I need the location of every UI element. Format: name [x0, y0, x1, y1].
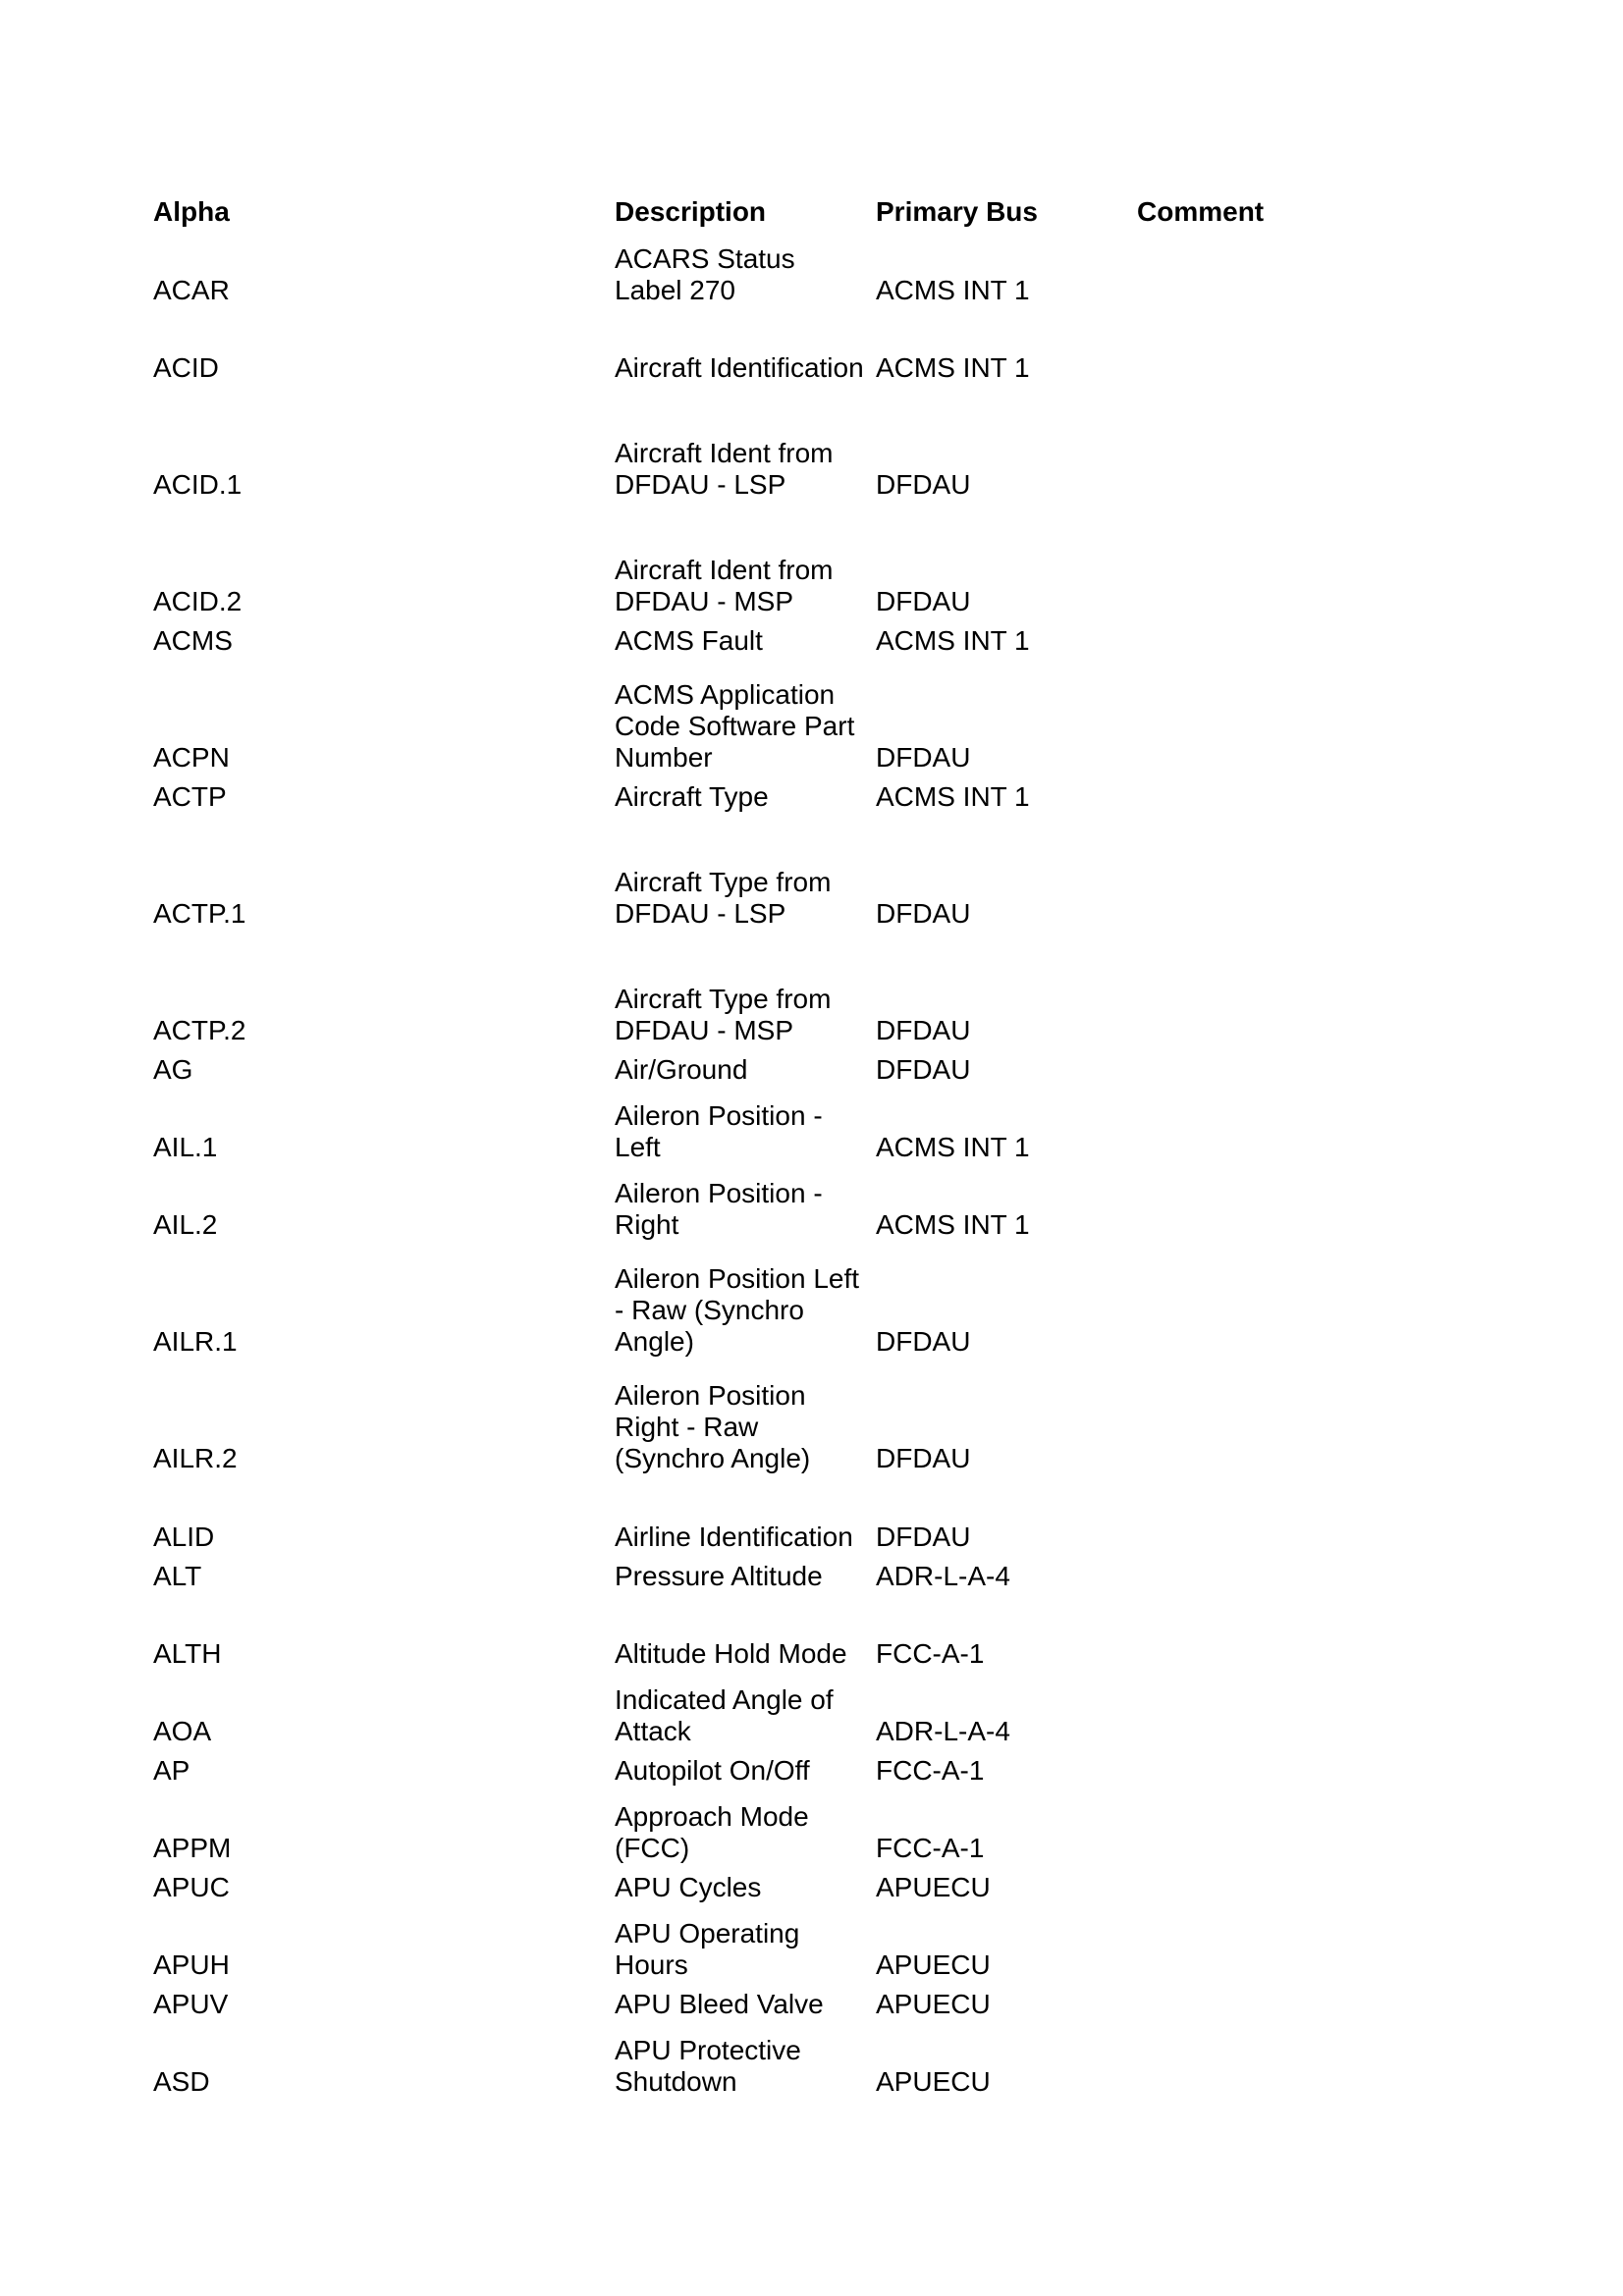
row-primary-bus-cell: ACMS INT 1 — [876, 1132, 1030, 1162]
row-alpha-cell: ACTP — [153, 781, 227, 812]
row-primary-bus-cell: DFDAU — [876, 1326, 971, 1357]
row-description-cell: APU Bleed Valve — [615, 1989, 824, 2019]
row-primary-bus-cell: FCC-A-1 — [876, 1833, 985, 1863]
row-description-cell: Aircraft Ident from DFDAU - MSP — [615, 555, 834, 616]
row-description-cell: ACMS Fault — [615, 625, 763, 656]
column-header-alpha: Alpha — [153, 196, 230, 227]
row-description-cell: Approach Mode (FCC) — [615, 1801, 809, 1863]
row-alpha-cell: ASD — [153, 2066, 210, 2097]
row-description-cell: Indicated Angle of Attack — [615, 1684, 834, 1746]
row-description-cell: Aircraft Type from DFDAU - LSP — [615, 867, 832, 929]
row-primary-bus-cell: DFDAU — [876, 1015, 971, 1045]
row-primary-bus-cell: APUECU — [876, 1872, 991, 1902]
row-alpha-cell: ALID — [153, 1522, 215, 1552]
row-description-cell: Aileron Position - Right — [615, 1178, 823, 1240]
row-description-cell: Aircraft Type from DFDAU - MSP — [615, 984, 832, 1045]
column-header-description: Description — [615, 196, 767, 227]
row-primary-bus-cell: ACMS INT 1 — [876, 625, 1030, 656]
row-primary-bus-cell: DFDAU — [876, 469, 971, 500]
column-header-primary-bus: Primary Bus — [876, 196, 1038, 227]
row-alpha-cell: AILR.2 — [153, 1443, 238, 1473]
row-description-cell: Altitude Hold Mode — [615, 1638, 847, 1669]
row-description-cell: APU Protective Shutdown — [615, 2035, 801, 2097]
row-primary-bus-cell: ACMS INT 1 — [876, 781, 1030, 812]
row-alpha-cell: APUV — [153, 1989, 229, 2019]
row-alpha-cell: ACTP.1 — [153, 898, 246, 929]
row-alpha-cell: AP — [153, 1755, 190, 1786]
row-primary-bus-cell: APUECU — [876, 1989, 991, 2019]
row-primary-bus-cell: ADR-L-A-4 — [876, 1716, 1010, 1746]
row-description-cell: Aircraft Type — [615, 781, 769, 812]
row-alpha-cell: ALTH — [153, 1638, 222, 1669]
row-alpha-cell: AOA — [153, 1716, 212, 1746]
row-alpha-cell: APPM — [153, 1833, 232, 1863]
column-header-comment: Comment — [1137, 196, 1265, 227]
row-description-cell: APU Operating Hours — [615, 1918, 800, 1980]
row-alpha-cell: ACAR — [153, 275, 230, 305]
row-description-cell: Airline Identification — [615, 1522, 853, 1552]
row-primary-bus-cell: DFDAU — [876, 742, 971, 773]
row-description-cell: Autopilot On/Off — [615, 1755, 810, 1786]
row-description-cell: ACMS Application Code Software Part Number — [615, 679, 855, 773]
row-alpha-cell: ACID.1 — [153, 469, 243, 500]
row-description-cell: Aileron Position Left - Raw (Synchro Angle) — [615, 1263, 860, 1357]
row-description-cell: Aileron Position Right - Raw (Synchro Angle) — [615, 1380, 811, 1473]
row-alpha-cell: ALT — [153, 1561, 202, 1591]
row-primary-bus-cell: APUECU — [876, 1949, 991, 1980]
row-primary-bus-cell: DFDAU — [876, 586, 971, 616]
row-primary-bus-cell: DFDAU — [876, 1054, 971, 1085]
row-primary-bus-cell: ADR-L-A-4 — [876, 1561, 1010, 1591]
row-description-cell: Aileron Position - Left — [615, 1100, 823, 1162]
row-description-cell: Aircraft Identification — [615, 352, 864, 383]
row-primary-bus-cell: DFDAU — [876, 898, 971, 929]
row-alpha-cell: APUC — [153, 1872, 230, 1902]
row-primary-bus-cell: ACMS INT 1 — [876, 1209, 1030, 1240]
row-alpha-cell: ACMS — [153, 625, 233, 656]
row-alpha-cell: ACID — [153, 352, 219, 383]
row-alpha-cell: ACTP.2 — [153, 1015, 246, 1045]
row-description-cell: ACARS Status Label 270 — [615, 243, 795, 305]
row-description-cell: Pressure Altitude — [615, 1561, 823, 1591]
row-alpha-cell: APUH — [153, 1949, 230, 1980]
row-alpha-cell: AIL.1 — [153, 1132, 218, 1162]
row-description-cell: APU Cycles — [615, 1872, 762, 1902]
row-primary-bus-cell: FCC-A-1 — [876, 1638, 985, 1669]
row-alpha-cell: AG — [153, 1054, 193, 1085]
row-alpha-cell: ACID.2 — [153, 586, 243, 616]
row-primary-bus-cell: ACMS INT 1 — [876, 352, 1030, 383]
row-alpha-cell: AIL.2 — [153, 1209, 218, 1240]
row-primary-bus-cell: DFDAU — [876, 1522, 971, 1552]
row-alpha-cell: ACPN — [153, 742, 230, 773]
row-primary-bus-cell: FCC-A-1 — [876, 1755, 985, 1786]
row-alpha-cell: AILR.1 — [153, 1326, 238, 1357]
row-description-cell: Aircraft Ident from DFDAU - LSP — [615, 438, 834, 500]
row-description-cell: Air/Ground — [615, 1054, 748, 1085]
row-primary-bus-cell: ACMS INT 1 — [876, 275, 1030, 305]
row-primary-bus-cell: APUECU — [876, 2066, 991, 2097]
row-primary-bus-cell: DFDAU — [876, 1443, 971, 1473]
